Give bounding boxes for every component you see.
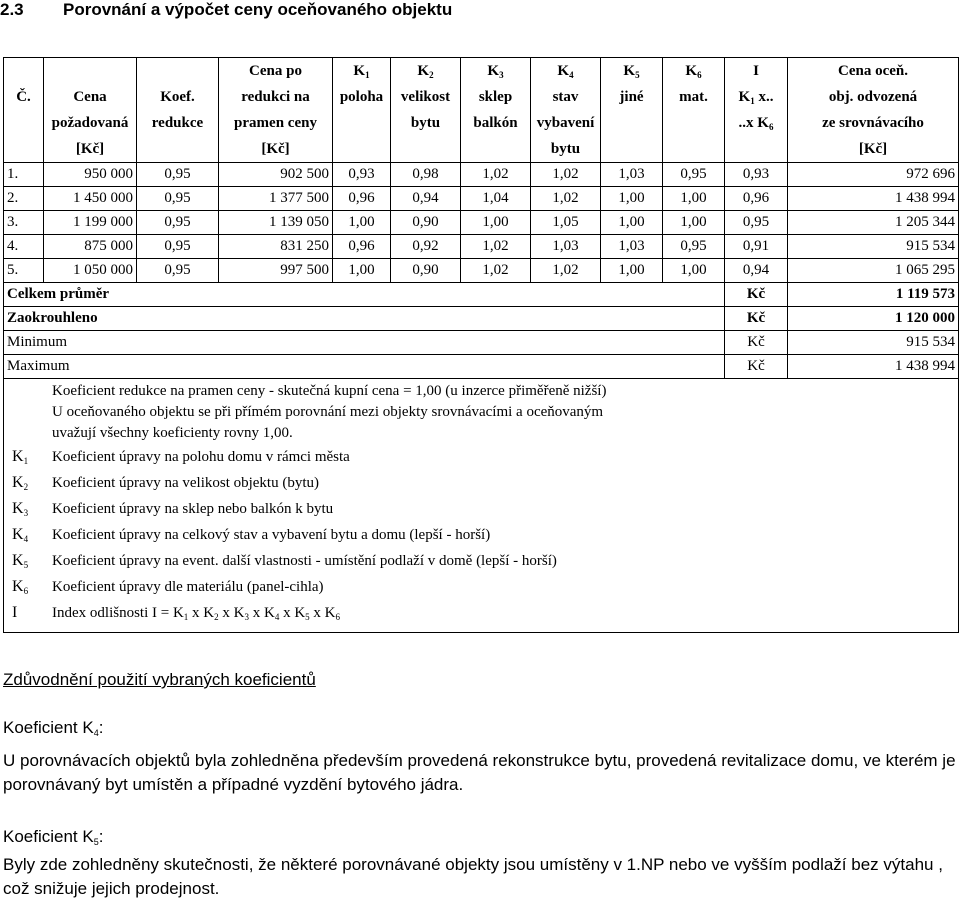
table-row xyxy=(4,211,959,235)
cell-i: 0,94 xyxy=(725,259,788,283)
k4-text: U porovnávacích objektů byla zohledněna především provedená rekonstrukce bytu, provedená revitalizace domu, ve kterém je porovnávaný byt umístěn a případné vyzdění bytového jádra. xyxy=(3,751,956,794)
cell-koef: 0,95 xyxy=(137,187,219,211)
cell-c: 2. xyxy=(4,187,44,211)
table-header-row xyxy=(4,58,959,163)
cell-cena: 1 050 000 xyxy=(44,259,137,283)
cell-k3: 1,02 xyxy=(461,163,531,187)
cell-cena: 950 000 xyxy=(44,163,137,187)
cell-k1: 0,96 xyxy=(333,235,391,259)
cell-c: 3. xyxy=(4,211,44,235)
cell-ocen: 915 534 xyxy=(788,235,959,259)
header-cena-ocen: Cena oceň. obj. odvozená ze srovnávacího [Kč] xyxy=(788,58,959,163)
cell-koef: 0,95 xyxy=(137,211,219,235)
cell-k4: 1,05 xyxy=(531,211,601,235)
cell-k2: 0,98 xyxy=(391,163,461,187)
table-row xyxy=(4,163,959,187)
cell-koef: 0,95 xyxy=(137,235,219,259)
legend-k2: $K_2$ Koeficient úpravy na velikost objektu (bytu) xyxy=(12,474,320,492)
legend-k5: $K_5$ Koeficient úpravy na event. další vlastnosti - umístění podlaží v domě (lepší - horší) xyxy=(12,552,557,570)
cell-k3: 1,04 xyxy=(461,187,531,211)
cell-c: 5. xyxy=(4,259,44,283)
summary-row xyxy=(4,283,959,307)
cell-k3: 1,02 xyxy=(461,235,531,259)
summary-unit: Kč xyxy=(725,307,788,331)
note-line: uvažují všechny koeficienty rovny 1,00. xyxy=(52,425,293,441)
k5-label: Koeficient $K_5$: xyxy=(3,827,104,847)
cell-k4: 1,02 xyxy=(531,163,601,187)
legend-i: I Index odlišnosti $I = K_1$ x $K_2$ x $K_3$ x $K_4$ x $K_5$ x $K_6$ xyxy=(12,604,341,622)
summary-label: Celkem průměr xyxy=(4,283,725,307)
cell-k1: 1,00 xyxy=(333,211,391,235)
summary-row xyxy=(4,355,959,379)
header-k5: $K_5$ jiné xyxy=(601,58,663,163)
cell-koef: 0,95 xyxy=(137,259,219,283)
cell-cena: 1 199 000 xyxy=(44,211,137,235)
header-k3: $K_3$ sklep balkón xyxy=(461,58,531,163)
cell-po: 997 500 xyxy=(219,259,333,283)
cell-po: 1 139 050 xyxy=(219,211,333,235)
header-k1: $K_1$ poloha xyxy=(333,58,391,163)
cell-k6: 1,00 xyxy=(663,259,725,283)
header-k4: $K_4$ stav vybavení bytu xyxy=(531,58,601,163)
cell-k5: 1,03 xyxy=(601,163,663,187)
cell-k2: 0,90 xyxy=(391,259,461,283)
section-heading xyxy=(0,0,452,20)
header-k2: $K_2$ velikost bytu xyxy=(391,58,461,163)
cell-po: 1 377 500 xyxy=(219,187,333,211)
note-line: Koeficient redukce na pramen ceny - skutečná kupní cena = 1,00 (u inzerce přiměřeně nižší) xyxy=(52,383,607,399)
summary-value: 1 120 000 xyxy=(788,307,959,331)
header-c: Č. xyxy=(4,58,44,163)
legend-k1: $K_1$ Koeficient úpravy na polohu domu v rámci města xyxy=(12,448,350,466)
summary-label: Zaokrouhleno xyxy=(4,307,725,331)
legend-cell xyxy=(4,379,959,633)
cell-k3: 1,00 xyxy=(461,211,531,235)
summary-row xyxy=(4,331,959,355)
cell-c: 1. xyxy=(4,163,44,187)
cell-k6: 1,00 xyxy=(663,187,725,211)
cell-po: 902 500 xyxy=(219,163,333,187)
legend-k4: $K_4$ Koeficient úpravy na celkový stav a vybavení bytu a domu (lepší - horší) xyxy=(12,526,491,544)
cell-c: 4. xyxy=(4,235,44,259)
legend-k6: $K_6$ Koeficient úpravy dle materiálu (panel-cihla) xyxy=(12,578,324,596)
header-i: I $K_1$ x.. ..x $K_6$ xyxy=(725,58,788,163)
header-cena: Cena požadovaná [Kč] xyxy=(44,58,137,163)
header-koef: Koef. redukce xyxy=(137,58,219,163)
k5-text: Byly zde zohledněny skutečnosti, že některé porovnávané objekty jsou umístěny v 1.NP nebo ve vyšším podlaží bez výtahu , což snižuje jejich prodejnost. xyxy=(3,855,943,898)
cell-k4: 1,02 xyxy=(531,259,601,283)
cell-k3: 1,02 xyxy=(461,259,531,283)
note-line: U oceňovaného objektu se při přímém porovnání mezi objekty srovnávacími a oceňovaným xyxy=(52,404,604,420)
cell-k2: 0,90 xyxy=(391,211,461,235)
cell-k1: 0,96 xyxy=(333,187,391,211)
cell-i: 0,93 xyxy=(725,163,788,187)
cell-k2: 0,92 xyxy=(391,235,461,259)
summary-value: 1 119 573 xyxy=(788,283,959,307)
cell-ocen: 1 205 344 xyxy=(788,211,959,235)
k4-label: Koeficient $K_4$: xyxy=(3,718,104,738)
justification-title: Zdůvodnění použití vybraných koeficientů xyxy=(3,670,316,689)
table-row xyxy=(4,259,959,283)
summary-row xyxy=(4,307,959,331)
summary-label: Maximum xyxy=(4,355,725,379)
cell-ocen: 1 065 295 xyxy=(788,259,959,283)
summary-value: 915 534 xyxy=(788,331,959,355)
legend-row xyxy=(4,379,959,633)
cell-k4: 1,02 xyxy=(531,187,601,211)
section-title: Porovnání a výpočet ceny oceňovaného objektu xyxy=(63,0,453,19)
section-number: 2.3 xyxy=(0,0,24,19)
cell-k5: 1,03 xyxy=(601,235,663,259)
table-row xyxy=(4,187,959,211)
cell-i: 0,95 xyxy=(725,211,788,235)
cell-k6: 0,95 xyxy=(663,163,725,187)
cell-cena: 875 000 xyxy=(44,235,137,259)
cell-i: 0,91 xyxy=(725,235,788,259)
cell-i: 0,96 xyxy=(725,187,788,211)
cell-ocen: 972 696 xyxy=(788,163,959,187)
cell-k6: 1,00 xyxy=(663,211,725,235)
comparison-table xyxy=(3,57,959,633)
cell-k1: 1,00 xyxy=(333,259,391,283)
header-k6: $K_6$ mat. xyxy=(663,58,725,163)
summary-value: 1 438 994 xyxy=(788,355,959,379)
cell-po: 831 250 xyxy=(219,235,333,259)
cell-k6: 0,95 xyxy=(663,235,725,259)
table-row xyxy=(4,235,959,259)
legend-k3: $K_3$ Koeficient úpravy na sklep nebo balkón k bytu xyxy=(12,500,334,518)
cell-k1: 0,93 xyxy=(333,163,391,187)
cell-ocen: 1 438 994 xyxy=(788,187,959,211)
cell-k5: 1,00 xyxy=(601,211,663,235)
header-cena-po: Cena po redukci na pramen ceny [Kč] xyxy=(219,58,333,163)
cell-cena: 1 450 000 xyxy=(44,187,137,211)
cell-koef: 0,95 xyxy=(137,163,219,187)
cell-k5: 1,00 xyxy=(601,187,663,211)
cell-k2: 0,94 xyxy=(391,187,461,211)
summary-unit: Kč xyxy=(725,283,788,307)
summary-label: Minimum xyxy=(4,331,725,355)
summary-unit: Kč xyxy=(725,331,788,355)
cell-k4: 1,03 xyxy=(531,235,601,259)
summary-unit: Kč xyxy=(725,355,788,379)
cell-k5: 1,00 xyxy=(601,259,663,283)
